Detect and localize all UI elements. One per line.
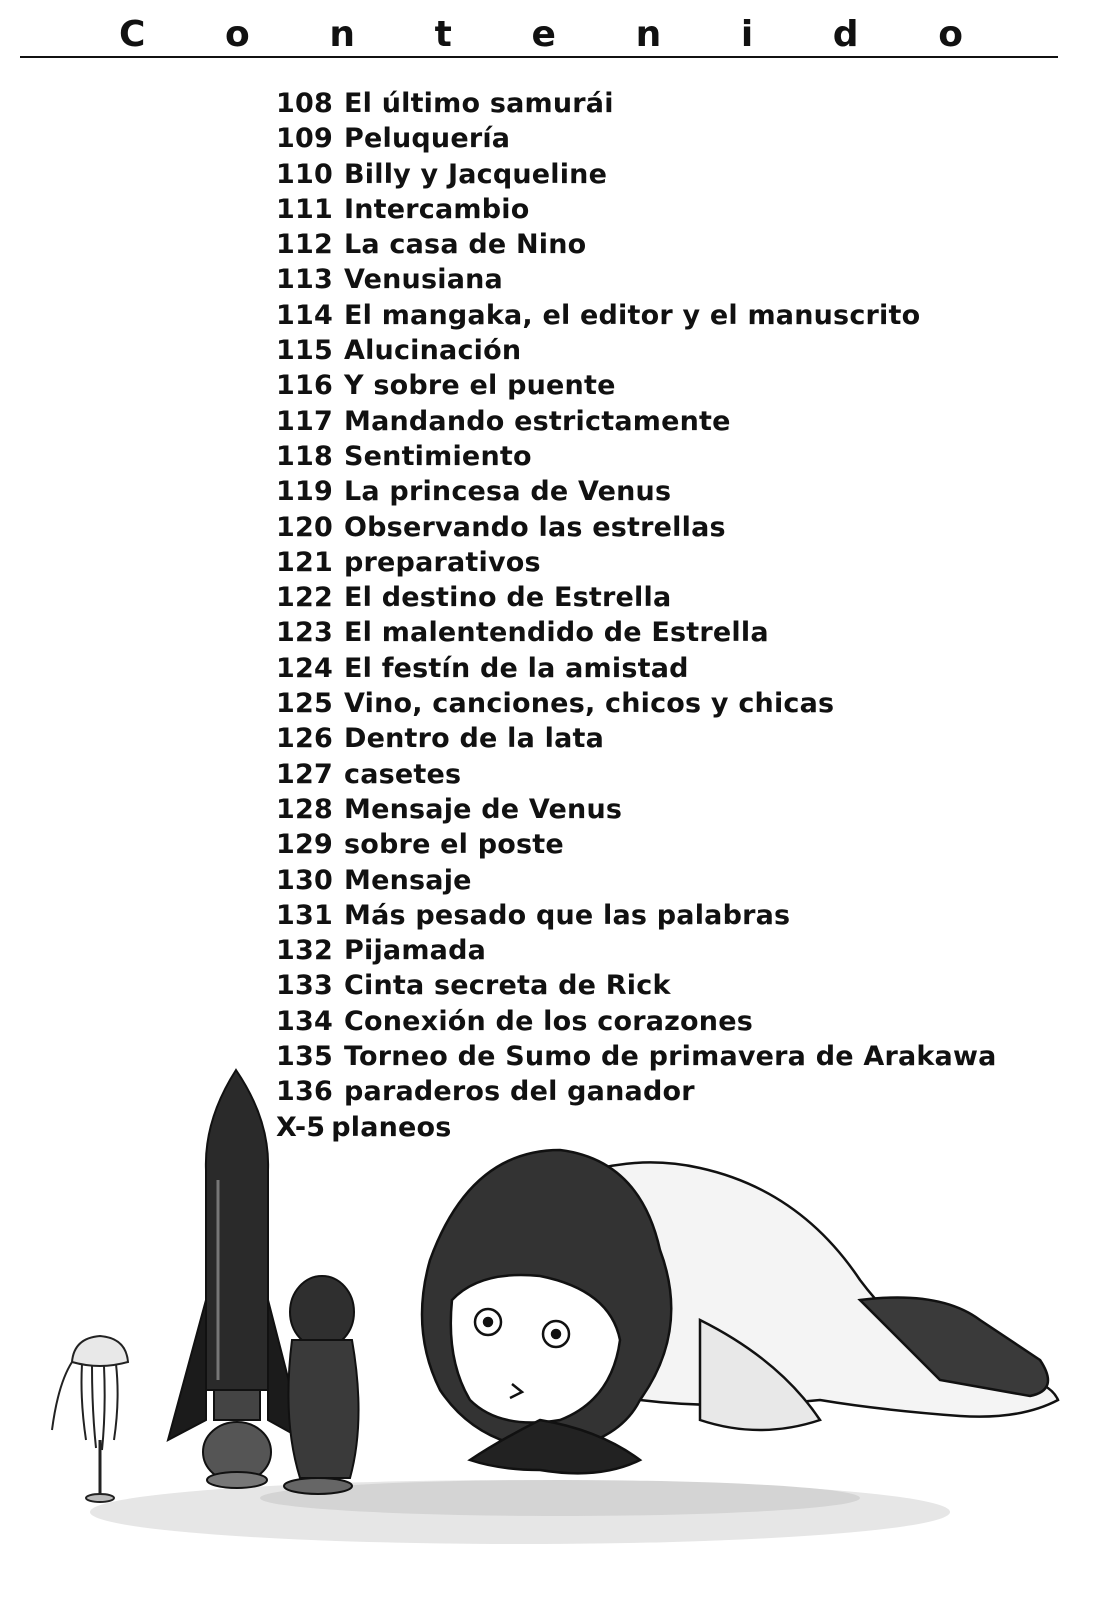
toc-entry <box>276 439 997 474</box>
toc-entry <box>276 580 997 615</box>
chapter-number: 133 <box>276 970 333 1002</box>
page-title-letter: e <box>531 14 556 55</box>
jellyfish-icon <box>52 1336 128 1502</box>
chapter-title: Mandando estrictamente <box>344 405 731 437</box>
chapter-number: 129 <box>276 829 333 861</box>
chapter-title: Vino, canciones, chicos y chicas <box>344 688 835 720</box>
chapter-number: 121 <box>276 546 333 578</box>
chapter-title: Mensaje de Venus <box>344 793 623 825</box>
chapter-title: Pijamada <box>344 935 487 967</box>
page-title-letter: d <box>832 14 859 55</box>
table-of-contents <box>276 86 997 1145</box>
chapter-number: 118 <box>276 440 333 472</box>
rocket-icon <box>168 1070 304 1488</box>
page-title-letter: o <box>225 14 250 55</box>
chapter-title: Conexión de los corazones <box>344 1005 754 1037</box>
chapter-title: Dentro de la lata <box>344 723 605 755</box>
toc-entry <box>276 333 997 368</box>
chapter-title: planeos <box>331 1111 452 1143</box>
chapter-title: preparativos <box>344 546 541 578</box>
toc-entry <box>276 368 997 403</box>
chapter-title: La princesa de Venus <box>344 476 672 508</box>
chapter-title: Billy y Jacqueline <box>344 158 608 190</box>
chapter-number: 127 <box>276 758 333 790</box>
chapter-number: 123 <box>276 617 333 649</box>
toc-entry <box>276 721 997 756</box>
toc-entry <box>276 545 997 580</box>
chapter-number: 132 <box>276 935 333 967</box>
cover-illustration <box>0 1060 1119 1600</box>
chapter-number: 113 <box>276 264 333 296</box>
chapter-title: Y sobre el puente <box>344 370 616 402</box>
chapter-number: 111 <box>276 193 333 225</box>
chapter-title: Sentimiento <box>344 440 532 472</box>
chapter-number: 115 <box>276 335 333 367</box>
chapter-title: Más pesado que las palabras <box>344 899 791 931</box>
chapter-title: El destino de Estrella <box>344 582 672 614</box>
chapter-number: 114 <box>276 299 333 331</box>
toc-entry <box>276 898 997 933</box>
chapter-title: Mensaje <box>344 864 472 896</box>
chapter-number: 130 <box>276 864 333 896</box>
toc-entry <box>276 157 997 192</box>
page-title-letter: C <box>119 14 146 55</box>
chapter-number: 131 <box>276 899 333 931</box>
chapter-number: 109 <box>276 123 333 155</box>
chapter-number: 134 <box>276 1005 333 1037</box>
chapter-title: Peluquería <box>344 123 511 155</box>
page-title-letter: n <box>635 14 662 55</box>
small-figure-icon <box>284 1276 359 1494</box>
chapter-title: El último samurái <box>344 88 614 119</box>
chapter-number: 135 <box>276 1041 333 1073</box>
chapter-number: 108 <box>276 88 333 119</box>
chapter-title: paraderos del ganador <box>344 1076 695 1108</box>
toc-entry <box>276 86 997 121</box>
toc-entry <box>276 121 997 156</box>
chapter-title: El mangaka, el editor y el manuscrito <box>344 299 921 331</box>
chapter-title: casetes <box>344 758 462 790</box>
toc-entry <box>276 615 997 650</box>
toc-entry <box>276 968 997 1003</box>
chapter-title: El malentendido de Estrella <box>344 617 769 649</box>
toc-entry <box>276 474 997 509</box>
toc-entry <box>276 298 997 333</box>
toc-entry <box>276 792 997 827</box>
toc-entry <box>276 192 997 227</box>
chapter-number: 126 <box>276 723 333 755</box>
toc-entry <box>276 757 997 792</box>
chapter-title: El festín de la amistad <box>344 652 689 684</box>
chapter-number: 112 <box>276 229 333 261</box>
page-title-letter: t <box>434 14 452 55</box>
chapter-title: Observando las estrellas <box>344 511 726 543</box>
chapter-number: 124 <box>276 652 333 684</box>
toc-entry <box>276 510 997 545</box>
chapter-title: Venusiana <box>344 264 503 296</box>
chapter-number: 128 <box>276 793 333 825</box>
chapter-number: 116 <box>276 370 333 402</box>
chapter-number: 120 <box>276 511 333 543</box>
toc-entry <box>276 651 997 686</box>
page-title-letter: i <box>740 14 754 55</box>
page-title <box>22 12 1058 58</box>
toc-entry <box>276 1004 997 1039</box>
toc-entry <box>276 686 997 721</box>
chapter-title: Intercambio <box>344 193 530 225</box>
chapter-title: La casa de Nino <box>344 229 587 261</box>
toc-entry <box>276 262 997 297</box>
chapter-number: 117 <box>276 405 333 437</box>
chapter-title: Torneo de Sumo de primavera de Arakawa <box>344 1041 997 1073</box>
chapter-title: Alucinación <box>344 335 522 367</box>
chapter-number: 122 <box>276 582 333 614</box>
chapter-number: 125 <box>276 688 333 720</box>
chapter-number: 136 <box>276 1076 333 1108</box>
chapter-title: Cinta secreta de Rick <box>344 970 671 1002</box>
page-title-letter: o <box>938 14 963 55</box>
chapter-number: X-5 <box>276 1111 326 1143</box>
toc-entry <box>276 933 997 968</box>
toc-entry <box>276 827 997 862</box>
chapter-title: sobre el poste <box>344 829 564 861</box>
toc-entry <box>276 404 997 439</box>
toc-entry <box>276 227 997 262</box>
toc-entry <box>276 863 997 898</box>
chapter-number: 110 <box>276 158 333 190</box>
lying-character-icon <box>422 1150 1058 1473</box>
chapter-number: 119 <box>276 476 333 508</box>
page-title-letter: n <box>329 14 356 55</box>
title-divider <box>20 56 1058 58</box>
